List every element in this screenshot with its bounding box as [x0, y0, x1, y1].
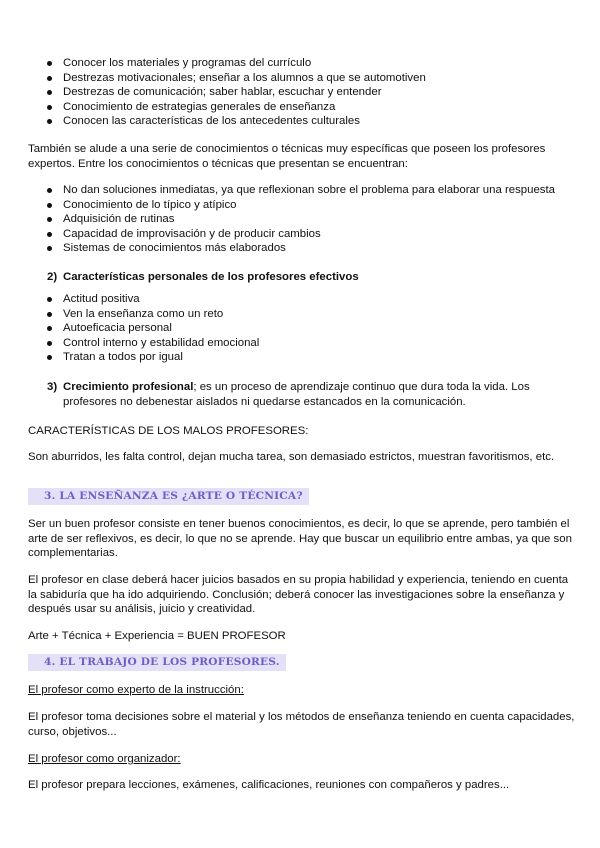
paragraph-expertos: También se alude a una serie de conocimientos o técnicas muy específicas que poseen los profesores expertos. Entre los conocimientos o técnicas que presentan se encuentran: — [28, 143, 546, 170]
heading-trabajo — [28, 654, 286, 671]
list-item: Conocen las características de los antecedentes culturales — [28, 114, 576, 129]
list-item: Destrezas motivacionales; enseñar a los alumnos a que se automotiven — [28, 71, 576, 86]
heading-arte-tecnica — [28, 488, 309, 505]
heading-text: 3. LA ENSEÑANZA ES ¿ARTE O TÉCNICA? — [28, 488, 309, 505]
list-item: No dan soluciones inmediatas, ya que reflexionan sobre el problema para elaborar una respuesta — [28, 183, 576, 198]
list-item: Autoeficacia personal — [28, 321, 576, 336]
formula-text: Arte + Técnica + Experiencia = BUEN PROFESOR — [28, 630, 286, 642]
list-item: Conocer los materiales y programas del currículo — [28, 56, 576, 71]
list-item: Conocimiento de lo típico y atípico — [28, 198, 576, 213]
list-item: Destrezas de comunicación; saber hablar, escuchar y entender — [28, 85, 576, 100]
section-title: Características personales de los profesores efectivos — [63, 271, 359, 283]
paragraph-arte-2: El profesor en clase deberá hacer juicios basados en su propia habilidad y experiencia, teniendo en cuenta la sabiduría que ha ido adquiriendo. Conclusión; deberá conocer las investigaciones sobre la enseñanza y después usar su análisis, juicio y creatividad. — [28, 574, 569, 616]
subheading-organizador: El profesor como organizador: — [28, 753, 181, 765]
paragraph-arte-1: Ser un buen profesor consiste en tener buenos conocimientos, es decir, lo que se aprende, pero también el arte de ser reflexivos, es decir, lo que no se aprende. Hay que buscar un equilibrio entre ambas, ya que son complementarias. — [28, 518, 572, 560]
heading-text: 4. EL TRABAJO DE LOS PROFESORES. — [28, 654, 286, 671]
list-item: Conocimiento de estrategias generales de enseñanza — [28, 100, 576, 115]
bad-teachers-heading: CARACTERÍSTICAS DE LOS MALOS PROFESORES: — [28, 425, 309, 437]
list-item: Adquisición de rutinas — [28, 212, 576, 227]
list-item: Control interno y estabilidad emocional — [28, 336, 576, 351]
section-body: ; es un proceso de aprendizaje continuo que dura toda la vida. Los profesores no debenestar aislados ni quedarse estancados en la comunicación. — [63, 381, 530, 408]
list-item: Actitud positiva — [28, 292, 576, 307]
paragraph-experto: El profesor toma decisiones sobre el material y los métodos de enseñanza teniendo en cuenta capacidades, curso, objetivos... — [28, 711, 575, 738]
list-item: Capacidad de improvisación y de producir cambios — [28, 227, 576, 242]
bad-teachers-text: Son aburridos, les falta control, dejan mucha tarea, son demasiado estrictos, muestran favoritismos, etc. — [28, 451, 555, 463]
section-title: Crecimiento profesional — [63, 381, 194, 393]
list-item: Tratan a todos por igual — [28, 350, 576, 365]
list-item: Ven la enseñanza como un reto — [28, 307, 576, 322]
subheading-experto: El profesor como experto de la instrucción: — [28, 684, 244, 696]
section-number: 3) — [47, 381, 58, 393]
section-2-heading — [28, 270, 576, 285]
bullet-list-techniques — [28, 183, 576, 256]
paragraph-organizador: El profesor prepara lecciones, exámenes, calificaciones, reuniones con compañeros y padres... — [28, 779, 510, 791]
bullet-list-skills — [28, 56, 576, 129]
section-text — [28, 380, 576, 409]
section-3 — [28, 380, 576, 409]
list-item: Sistemas de conocimientos más elaborados — [28, 241, 576, 256]
bullet-list-personal — [28, 292, 576, 365]
section-number: 2) — [47, 271, 58, 283]
